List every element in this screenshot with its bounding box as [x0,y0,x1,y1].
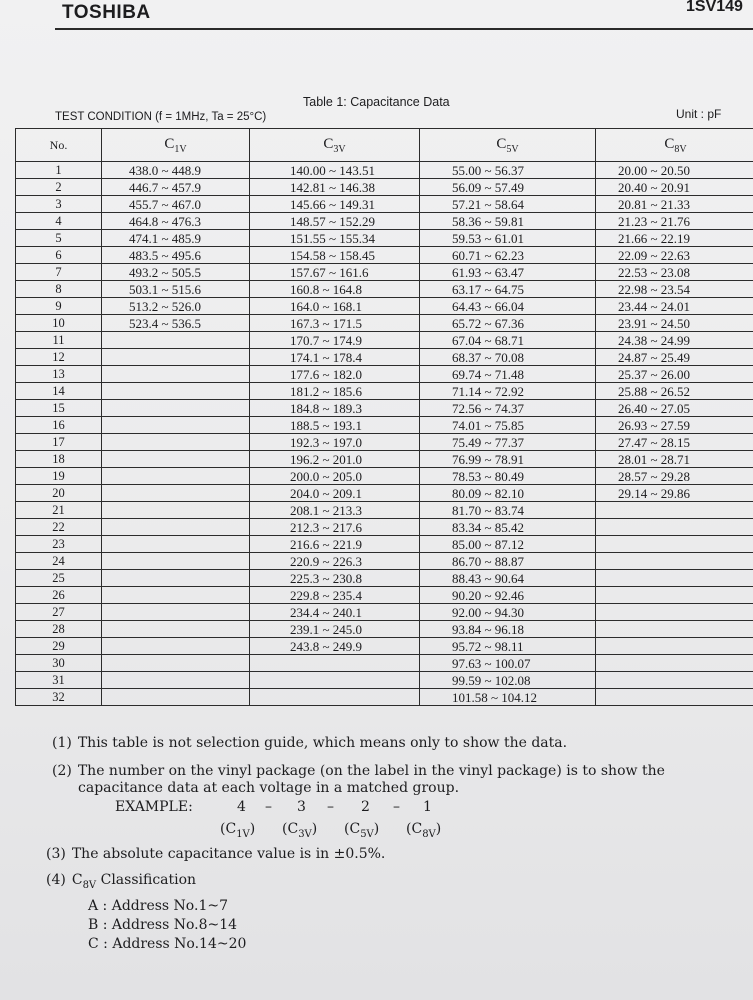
cell-c5: 71.14 ~ 72.92 [420,383,596,400]
cell-c3: 167.3 ~ 171.5 [250,315,420,332]
cell-no: 14 [16,383,102,400]
cell-no: 22 [16,519,102,536]
cell-c3: 184.8 ~ 189.3 [250,400,420,417]
cell-c1: 438.0 ~ 448.9 [102,162,250,179]
table-row [16,553,753,570]
cell-c8: 22.98 ~ 23.54 [596,281,753,298]
cell-no: 9 [16,298,102,315]
cell-c3: 145.66 ~ 149.31 [250,196,420,213]
cell-c1 [102,621,250,638]
cell-no: 11 [16,332,102,349]
cell-c1: 464.8 ~ 476.3 [102,213,250,230]
table-row [16,587,753,604]
table-row [16,672,753,689]
table-row [16,366,753,383]
cell-c1 [102,468,250,485]
example-digit: 2 [361,799,370,815]
cell-c5: 56.09 ~ 57.49 [420,179,596,196]
col-header-c1v: $C_{1V}$ [102,129,250,162]
cell-c1: 523.4 ~ 536.5 [102,315,250,332]
cell-c8: 22.09 ~ 22.63 [596,247,753,264]
cell-no: 12 [16,349,102,366]
cell-c1 [102,536,250,553]
table-row [16,281,753,298]
cell-c5: 67.04 ~ 68.71 [420,332,596,349]
cell-c8: 24.87 ~ 25.49 [596,349,753,366]
table-row [16,230,753,247]
example-dash: – [393,799,400,815]
table-row [16,179,753,196]
cell-c5: 64.43 ~ 66.04 [420,298,596,315]
cell-no: 25 [16,570,102,587]
table-row [16,655,753,672]
cell-no: 18 [16,451,102,468]
cell-c3: 151.55 ~ 155.34 [250,230,420,247]
cell-c5: 59.53 ~ 61.01 [420,230,596,247]
table-row [16,621,753,638]
cell-c5: 65.72 ~ 67.36 [420,315,596,332]
note-4: (4) $C_{8V}$ Classification [46,872,197,891]
cell-c3: 225.3 ~ 230.8 [250,570,420,587]
cell-no: 28 [16,621,102,638]
cell-c3: 157.67 ~ 161.6 [250,264,420,281]
cell-c1 [102,451,250,468]
cell-c8: 20.81 ~ 21.33 [596,196,753,213]
cell-c8: 23.91 ~ 24.50 [596,315,753,332]
cell-c5: 58.36 ~ 59.81 [420,213,596,230]
part-number: 1SV149 [686,0,743,15]
cell-c1: 503.1 ~ 515.6 [102,281,250,298]
cell-c5: 81.70 ~ 83.74 [420,502,596,519]
table-row [16,689,753,706]
capacitance-table [15,128,753,706]
unit-label: Unit : pF [676,107,722,121]
cell-c8: 28.01 ~ 28.71 [596,451,753,468]
table-row [16,519,753,536]
cell-no: 7 [16,264,102,281]
table-row [16,400,753,417]
cell-c5: 92.00 ~ 94.30 [420,604,596,621]
cell-c8: 20.40 ~ 20.91 [596,179,753,196]
cell-c5: 69.74 ~ 71.48 [420,366,596,383]
cell-c8: 28.57 ~ 29.28 [596,468,753,485]
cell-c3: 234.4 ~ 240.1 [250,604,420,621]
cell-c3: 192.3 ~ 197.0 [250,434,420,451]
cell-no: 5 [16,230,102,247]
cell-c3: 216.6 ~ 221.9 [250,536,420,553]
cell-no: 8 [16,281,102,298]
table-row [16,196,753,213]
example-dash: – [265,799,272,815]
table-row [16,417,753,434]
cell-c8 [596,672,753,689]
cell-c1 [102,383,250,400]
cell-c5: 83.34 ~ 85.42 [420,519,596,536]
cell-c1 [102,553,250,570]
cell-c8: 25.37 ~ 26.00 [596,366,753,383]
classification-c: C : Address No.14~20 [88,936,247,952]
cell-c3: 148.57 ~ 152.29 [250,213,420,230]
cell-c1 [102,570,250,587]
table-title: Table 1: Capacitance Data [303,95,450,109]
cell-c5: 74.01 ~ 75.85 [420,417,596,434]
table-body [16,162,753,706]
cell-c5: 63.17 ~ 64.75 [420,281,596,298]
table-row [16,468,753,485]
table-row [16,570,753,587]
table-row [16,434,753,451]
cell-c1 [102,400,250,417]
cell-c1: 446.7 ~ 457.9 [102,179,250,196]
cell-c1 [102,502,250,519]
cell-c1: 483.5 ~ 495.6 [102,247,250,264]
table-row [16,502,753,519]
cell-c8: 26.40 ~ 27.05 [596,400,753,417]
cell-c5: 78.53 ~ 80.49 [420,468,596,485]
cell-c5: 75.49 ~ 77.37 [420,434,596,451]
cell-no: 17 [16,434,102,451]
cell-no: 21 [16,502,102,519]
table-row [16,485,753,502]
cell-c3: 243.8 ~ 249.9 [250,638,420,655]
example-row [115,799,432,815]
cell-c8 [596,570,753,587]
table-row [16,315,753,332]
cell-c8: 23.44 ~ 24.01 [596,298,753,315]
cell-c1 [102,672,250,689]
cell-c1: 455.7 ~ 467.0 [102,196,250,213]
cell-c8: 26.93 ~ 27.59 [596,417,753,434]
cell-c3 [250,672,420,689]
table-row [16,332,753,349]
cell-no: 2 [16,179,102,196]
table-row [16,213,753,230]
col-header-no: No. [16,129,102,162]
cell-c3: 204.0 ~ 209.1 [250,485,420,502]
cell-c8: 29.14 ~ 29.86 [596,485,753,502]
note-2-cont: capacitance data at each voltage in a matched group. [78,780,460,796]
cell-c8 [596,689,753,706]
cell-no: 4 [16,213,102,230]
table-row [16,162,753,179]
cell-c8: 21.23 ~ 21.76 [596,213,753,230]
cell-c5: 55.00 ~ 56.37 [420,162,596,179]
table-row [16,451,753,468]
cell-c8 [596,553,753,570]
cell-c1 [102,366,250,383]
cell-c3: 164.0 ~ 168.1 [250,298,420,315]
cell-c3: 212.3 ~ 217.6 [250,519,420,536]
note-2: (2) The number on the vinyl package (on the label in the vinyl package) is to show the [52,763,665,779]
cell-c8: 22.53 ~ 23.08 [596,264,753,281]
cell-no: 10 [16,315,102,332]
cell-c1 [102,604,250,621]
classification-b: B : Address No.8~14 [88,917,238,933]
cell-c5: 95.72 ~ 98.11 [420,638,596,655]
example-cap-c3v: $(C_{3V})$ [282,821,318,840]
cell-c1 [102,587,250,604]
cell-c5: 80.09 ~ 82.10 [420,485,596,502]
cell-no: 15 [16,400,102,417]
cell-c8: 20.00 ~ 20.50 [596,162,753,179]
cell-c3: 170.7 ~ 174.9 [250,332,420,349]
cell-c5: 86.70 ~ 88.87 [420,553,596,570]
cell-c5: 61.93 ~ 63.47 [420,264,596,281]
example-caption-row [220,821,442,840]
cell-no: 30 [16,655,102,672]
cell-c5: 88.43 ~ 90.64 [420,570,596,587]
example-cap-c8v: $(C_{8V})$ [406,821,442,840]
cell-c5: 76.99 ~ 78.91 [420,451,596,468]
cell-c8 [596,519,753,536]
note-1: (1) This table is not selection guide, which means only to show the data. [52,735,568,751]
cell-c3: 229.8 ~ 235.4 [250,587,420,604]
cell-c3: 142.81 ~ 146.38 [250,179,420,196]
cell-c1 [102,638,250,655]
cell-c8 [596,502,753,519]
cell-c3: 200.0 ~ 205.0 [250,468,420,485]
cell-c3: 160.8 ~ 164.8 [250,281,420,298]
cell-c1: 493.2 ~ 505.5 [102,264,250,281]
example-cap-c5v: $(C_{5V})$ [344,821,380,840]
cell-no: 6 [16,247,102,264]
table-row [16,349,753,366]
cell-c5: 68.37 ~ 70.08 [420,349,596,366]
example-dash: – [327,799,334,815]
test-condition: TEST CONDITION (f = 1MHz, Ta = 25°C) [55,111,267,123]
cell-no: 19 [16,468,102,485]
header-rule [55,28,753,30]
cell-c3: 196.2 ~ 201.0 [250,451,420,468]
cell-no: 24 [16,553,102,570]
cell-c5: 60.71 ~ 62.23 [420,247,596,264]
table-row [16,298,753,315]
cell-c3 [250,689,420,706]
table-row [16,247,753,264]
cell-c8 [596,604,753,621]
cell-c3 [250,655,420,672]
cell-c8 [596,587,753,604]
note-3: (3) The absolute capacitance value is in ±0.5%. [46,846,386,862]
cell-c5: 101.58 ~ 104.12 [420,689,596,706]
cell-no: 1 [16,162,102,179]
cell-c1: 474.1 ~ 485.9 [102,230,250,247]
cell-c3: 208.1 ~ 213.3 [250,502,420,519]
brand-logo: TOSHIBA [62,2,151,23]
example-digit: 4 [237,799,246,815]
example-cap-c1v: $(C_{1V})$ [220,821,256,840]
cell-c5: 93.84 ~ 96.18 [420,621,596,638]
table-row [16,383,753,400]
cell-c1 [102,332,250,349]
cell-no: 32 [16,689,102,706]
cell-c8: 27.47 ~ 28.15 [596,434,753,451]
cell-no: 16 [16,417,102,434]
cell-c3: 174.1 ~ 178.4 [250,349,420,366]
cell-c1 [102,655,250,672]
cell-c1 [102,349,250,366]
cell-no: 3 [16,196,102,213]
example-label: EXAMPLE: [115,799,193,815]
cell-no: 31 [16,672,102,689]
cell-c3: 154.58 ~ 158.45 [250,247,420,264]
col-header-c8v: $C_{8V}$ [596,129,753,162]
cell-c3: 188.5 ~ 193.1 [250,417,420,434]
cell-c1 [102,689,250,706]
cell-c1 [102,519,250,536]
cell-c1 [102,485,250,502]
cell-c3: 177.6 ~ 182.0 [250,366,420,383]
cell-c8 [596,536,753,553]
cell-c8: 24.38 ~ 24.99 [596,332,753,349]
table-row [16,604,753,621]
classification-a: A : Address No.1~7 [88,898,228,914]
cell-no: 20 [16,485,102,502]
cell-no: 29 [16,638,102,655]
cell-c5: 72.56 ~ 74.37 [420,400,596,417]
example-digit: 1 [423,799,432,815]
table-row [16,638,753,655]
table-header-row [16,129,753,162]
cell-c5: 57.21 ~ 58.64 [420,196,596,213]
cell-c1: 513.2 ~ 526.0 [102,298,250,315]
cell-c8 [596,638,753,655]
cell-c8: 21.66 ~ 22.19 [596,230,753,247]
cell-c5: 99.59 ~ 102.08 [420,672,596,689]
cell-no: 27 [16,604,102,621]
cell-c8 [596,621,753,638]
cell-no: 26 [16,587,102,604]
cell-c3: 220.9 ~ 226.3 [250,553,420,570]
table-row [16,264,753,281]
table-row [16,536,753,553]
cell-c3: 239.1 ~ 245.0 [250,621,420,638]
cell-c5: 85.00 ~ 87.12 [420,536,596,553]
cell-no: 23 [16,536,102,553]
cell-c8 [596,655,753,672]
example-digit: 3 [297,799,306,815]
cell-c1 [102,434,250,451]
cell-c1 [102,417,250,434]
cell-c3: 181.2 ~ 185.6 [250,383,420,400]
col-header-c5v: $C_{5V}$ [420,129,596,162]
cell-c5: 90.20 ~ 92.46 [420,587,596,604]
cell-c3: 140.00 ~ 143.51 [250,162,420,179]
cell-no: 13 [16,366,102,383]
cell-c5: 97.63 ~ 100.07 [420,655,596,672]
cell-c8: 25.88 ~ 26.52 [596,383,753,400]
col-header-c3v: $C_{3V}$ [250,129,420,162]
